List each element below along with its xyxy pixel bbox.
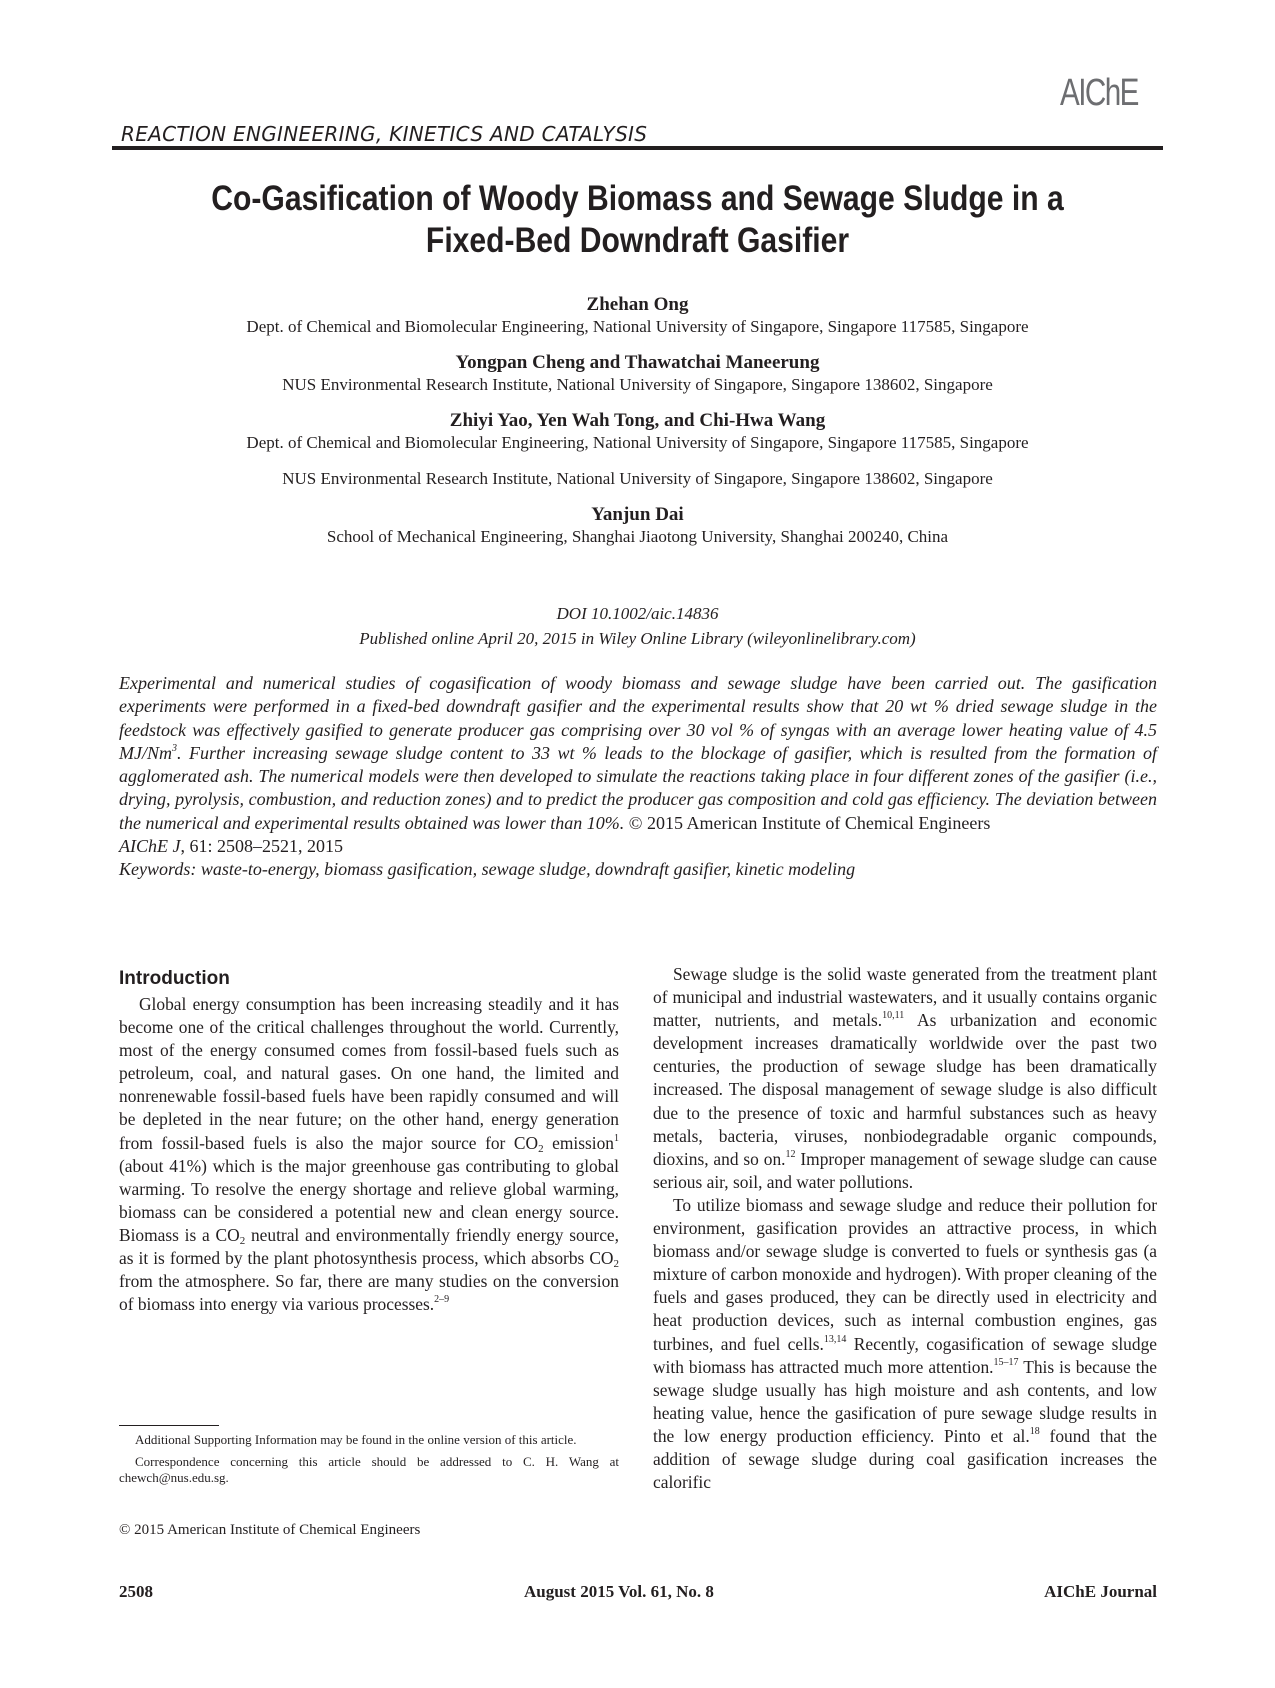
author-block xyxy=(112,294,1163,562)
text: Recently, cogasification of sewage sludge with biomass has attracted much more attention. xyxy=(653,1333,1157,1377)
left-column xyxy=(119,963,619,1316)
author-affiliation: NUS Environmental Research Institute, National University of Singapore, Singapore 138602, Singapore xyxy=(282,469,993,488)
aiche-logo: AIChE xyxy=(1060,72,1138,114)
footnotes xyxy=(119,1432,619,1492)
keywords: Keywords: waste-to-energy, biomass gasification, sewage sludge, downdraft gasifier, kinetic modeling xyxy=(119,859,856,880)
text: As urbanization and economic development increases dramatically worldwide over the past two centuries, the production of sewage sludge has been dramatically increased. The disposal management of sewage sludge is also difficult due to the presence of toxic and harmful substances such as heavy metals, bacteria, viruses, nonbiodegradable organic compounds, dioxins, and so on. xyxy=(653,1010,1157,1169)
abstract xyxy=(119,672,1157,882)
text: This is because the sewage sludge usually has high moisture and ash contents, and low heating value, hence the gasification of pure sewage sludge results in the low energy production efficiency. Pinto et al. xyxy=(653,1356,1157,1446)
author-name: Yanjun Dai xyxy=(591,504,684,525)
paragraph xyxy=(653,1194,1157,1494)
journal-name: AIChE Journal xyxy=(1044,1582,1157,1601)
reference: 18 xyxy=(1029,1425,1040,1437)
text: emission xyxy=(543,1132,615,1153)
text: To utilize biomass and sewage sludge and reduce their pollution for environment, gasification provides an attractive process, in which biomass and/or sewage sludge is converted to fuels or synthesis gas (a mixture of carbon monoxide and hydrogen). With proper cleaning of the fuels and gases produced, they can be directly used in electricity and heat production devices, such as internal combustion engines, gas turbines, and fuel cells. xyxy=(653,1194,1157,1354)
text: neutral and environmentally friendly energy source, as it is formed by the plant photosynthesis process, which absorbs CO xyxy=(119,1224,619,1269)
publication-info xyxy=(112,601,1163,651)
journal-abbrev: AIChE J xyxy=(119,836,181,857)
right-column xyxy=(653,963,1157,1494)
reference: 12 xyxy=(785,1148,796,1160)
text: found that the addition of sewage sludge during coal gasification increases the calorific xyxy=(653,1425,1157,1493)
citation: , 61: 2508–2521, 2015 xyxy=(180,836,343,857)
footnote-rule xyxy=(119,1425,219,1426)
reference: 13,14 xyxy=(823,1333,847,1345)
article-title xyxy=(112,178,1163,262)
section-heading: Introduction xyxy=(119,968,230,989)
author-affiliation: School of Mechanical Engineering, Shanghai Jiaotong University, Shanghai 200240, China xyxy=(326,527,949,546)
text: from the atmosphere. So far, there are many studies on the conversion of biomass into energy via various processes. xyxy=(119,1271,619,1315)
text: Improper management of sewage sludge can cause serious air, soil, and water pollutions. xyxy=(653,1148,1157,1192)
subscript: 2 xyxy=(613,1258,619,1271)
author-affiliation: Dept. of Chemical and Biomolecular Engineering, National University of Singapore, Singapore 117585, Singapore xyxy=(246,433,1029,452)
reference: 1 xyxy=(614,1132,620,1144)
title-line-2: Fixed-Bed Downdraft Gasifier xyxy=(425,221,850,260)
text: Global energy consumption has been increasing steadily and it has become one of the critical challenges throughout the world. Currently, most of the energy consumed comes from fossil-based fuels such as petroleum, coal, and natural gases. On one hand, the limited and nonrenewable fossil-based fuels have been rapidly consumed and will be depleted in the near future; on the other hand, energy generation from fossil-based fuels is also the major source for CO xyxy=(119,994,619,1153)
title-line-1: Co-Gasification of Woody Biomass and Sewage Sludge in a xyxy=(211,179,1064,218)
text: Sewage sludge is the solid waste generated from the treatment plant of municipal and industrial wastewaters, and it usually contains organic matter, nutrients, and metals. xyxy=(653,964,1157,1031)
subscript: 2 xyxy=(538,1142,544,1155)
header-rule xyxy=(112,146,1163,150)
copyright-notice: © 2015 American Institute of Chemical Engineers xyxy=(119,1522,421,1538)
superscript: 3 xyxy=(172,742,177,754)
issue-info: August 2015 Vol. 61, No. 8 xyxy=(524,1582,714,1601)
abstract-text: Experimental and numerical studies of cogasification of woody biomass and sewage sludge have been carried out. The gasification experiments were performed in a fixed-bed downdraft gasifier and the experimental results show that 20 wt % dried sewage sludge in the feedstock was effectively gasified to generate producer gas comprising over 30 vol % of syngas with an average lower heating value of 4.5 MJ/Nm xyxy=(119,673,1157,763)
abstract-copyright: © 2015 American Institute of Chemical Engineers xyxy=(624,812,991,833)
footnote: Correspondence concerning this article should be addressed to C. H. Wang at chewch@nus.edu.sg. xyxy=(119,1454,619,1485)
author-affiliation: Dept. of Chemical and Biomolecular Engineering, National University of Singapore, Singapore 117585, Singapore xyxy=(246,317,1029,336)
author-affiliation: NUS Environmental Research Institute, National University of Singapore, Singapore 138602, Singapore xyxy=(282,375,993,394)
abstract-text: . Further increasing sewage sludge content to 33 wt % leads to the blockage of gasifier, which is resulted from the formation of agglomerated ash. The numerical models were then developed to simulate the reactions taking place in four different zones of the gasifier (i.e., drying, pyrolysis, combustion, and reduction zones) and to predict the producer gas composition and cold gas efficiency. The deviation between the numerical and experimental results obtained was lower than 10%. xyxy=(119,742,1157,833)
subscript: 2 xyxy=(239,1234,246,1247)
page-number: 2508 xyxy=(119,1582,153,1601)
published-online: Published online April 20, 2015 in Wiley Online Library (wileyonlinelibrary.com) xyxy=(359,629,916,648)
paragraph xyxy=(653,963,1157,1194)
text: (about 41%) which is the major greenhouse gas contributing to global warming. To resolve the energy shortage and relieve global warming, biomass can be considered a potential new and clean energy source. Biomass is a CO xyxy=(119,1155,619,1245)
paragraph xyxy=(119,993,619,1316)
reference: 10,11 xyxy=(882,1010,905,1022)
author-name: Zhehan Ong xyxy=(586,294,689,315)
footnote: Additional Supporting Information may be found in the online version of this article. xyxy=(135,1432,577,1447)
doi: DOI 10.1002/aic.14836 xyxy=(556,604,719,623)
author-name: Yongpan Cheng and Thawatchai Maneerung xyxy=(455,352,820,373)
reference: 2–9 xyxy=(434,1294,450,1306)
author-name: Zhiyi Yao, Yen Wah Tong, and Chi-Hwa Wang xyxy=(449,410,826,431)
reference: 15–17 xyxy=(993,1356,1019,1368)
section-label: REACTION ENGINEERING, KINETICS AND CATALYSIS xyxy=(121,122,648,146)
